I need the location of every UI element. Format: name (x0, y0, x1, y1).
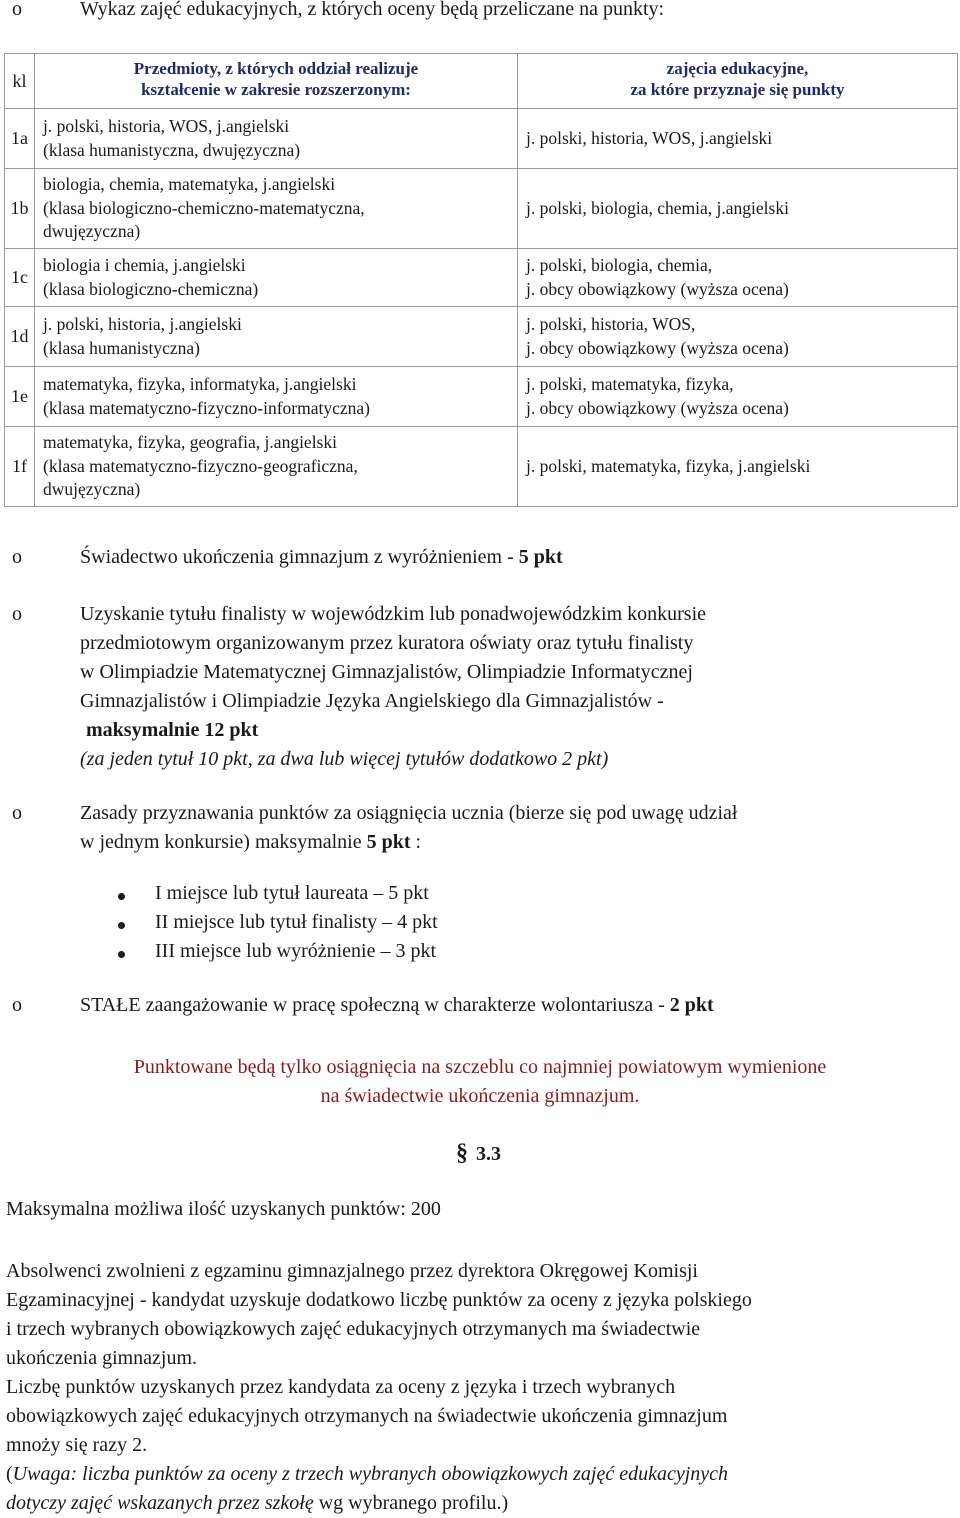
header-extended-line2: kształcenie w zakresie rozszerzonym: (141, 80, 411, 99)
bullet-dot-icon (118, 922, 125, 929)
item-bullet: o (12, 802, 22, 824)
table-row (5, 427, 958, 507)
notice-line: Punktowane będą tylko osiągnięcia na szczeblu co najmniej powiatowym wymienione (133, 1056, 827, 1078)
scored-subjects-cell (518, 427, 958, 507)
notice-line: na świadectwie ukończenia gimnazjum. (320, 1085, 640, 1107)
item-bullet: o (12, 994, 22, 1016)
section-symbol: § (456, 1140, 468, 1166)
table-row (5, 307, 958, 367)
item-certificate (12, 546, 952, 575)
header-scored-line1: zajęcia edukacyjne, (666, 59, 809, 78)
intro-line (12, 0, 952, 28)
scored-subjects-line: j. polski, historia, WOS, j.angielski (526, 127, 773, 148)
final-line: mnoży się razy 2. (6, 1434, 148, 1456)
final-line: ukończenia gimnazjum. (6, 1347, 198, 1369)
achievements-line2-tail: : (410, 831, 422, 853)
extended-subjects-line: dwujęzyczna) (43, 221, 141, 242)
final-line: Egzaminacyjnej - kandydat uzyskuje dodatkowo liczbę punktów za oceny z języka polskiego (6, 1289, 752, 1311)
volunteer-points: 2 pkt (669, 994, 714, 1016)
extended-subjects-cell (35, 307, 518, 367)
note-italic: dotyczy zajęć wskazanych przez szkołę (6, 1492, 314, 1514)
scored-subjects-line: j. polski, matematyka, fizyka, j.angielski (526, 455, 811, 476)
header-scored-line2: za które przyznaje się punkty (630, 80, 845, 99)
extended-subjects-cell (35, 169, 518, 249)
extended-subjects-cell (35, 427, 518, 507)
scored-subjects-line: j. polski, matematyka, fizyka, (526, 374, 734, 394)
finalist-line: Gimnazjalistów i Olimpiadzie Języka Angielskiego dla Gimnazjalistów - (80, 690, 664, 712)
achievements-line2 (80, 828, 738, 857)
header-kl: kl (5, 54, 35, 109)
list-item-text: II miejsce lub tytuł finalisty – 4 pkt (155, 911, 438, 933)
item-volunteer (12, 994, 952, 1023)
finalist-note: (za jeden tytuł 10 pkt, za dwa lub więcej tytułów dodatkowo 2 pkt) (80, 748, 609, 770)
scored-subjects-line: j. obcy obowiązkowy (wyższa ocena) (526, 278, 789, 299)
item-volunteer-line (80, 994, 714, 1017)
class-cell: 1e (5, 367, 35, 427)
final-line: obowiązkowych zajęć edukacyjnych otrzymanych na świadectwie ukończenia gimnazjum (6, 1405, 728, 1427)
extended-subjects-cell (35, 367, 518, 427)
certificate-text: Świadectwo ukończenia gimnazjum z wyróżnieniem - (80, 546, 519, 568)
finalist-line: w Olimpiadzie Matematycznej Gimnazjalistów, Olimpiadzie Informatycznej (80, 661, 693, 683)
scored-subjects-cell (518, 367, 958, 427)
extended-subjects-line: biologia i chemia, j.angielski (43, 255, 246, 275)
list-item (118, 911, 618, 940)
certificate-points: 5 pkt (518, 546, 563, 568)
item-bullet: o (12, 603, 22, 625)
subjects-table (4, 53, 958, 507)
max-points: Maksymalna możliwa ilość uzyskanych punktów: 200 (6, 1198, 441, 1220)
extended-subjects-cell (35, 109, 518, 169)
header-extended-subjects (35, 54, 518, 109)
extended-subjects-line: dwujęzyczna) (43, 479, 141, 500)
extended-subjects-line: j. polski, historia, WOS, j.angielski (43, 116, 290, 136)
note-italic: Uwaga: liczba punktów za oceny z trzech wybranych obowiązkowych zajęć edukacyjnych (12, 1463, 729, 1485)
list-item (118, 882, 618, 911)
finalist-text (80, 600, 706, 774)
scored-subjects-line: j. obcy obowiązkowy (wyższa ocena) (526, 397, 789, 418)
final-note-line2 (6, 1489, 956, 1518)
extended-subjects-line: (klasa humanistyczna, dwujęzyczna) (43, 139, 301, 160)
item-bullet: o (12, 546, 22, 568)
scored-subjects-cell (518, 307, 958, 367)
achievements-text (80, 799, 738, 857)
section-heading (456, 1140, 501, 1167)
item-finalist (12, 600, 952, 775)
scored-subjects-line: j. polski, biologia, chemia, (526, 255, 713, 275)
list-item-text: III miejsce lub wyróżnienie – 3 pkt (155, 940, 437, 962)
header-extended-line1: Przedmioty, z których oddział realizuje (133, 59, 419, 78)
extended-subjects-cell (35, 249, 518, 307)
table-row (5, 109, 958, 169)
scored-subjects-line: j. polski, historia, WOS, (526, 314, 696, 334)
extended-subjects-line: matematyka, fizyka, geografia, j.angielski (43, 432, 337, 453)
scored-subjects-cell (518, 249, 958, 307)
intro-text: Wykaz zajęć edukacyjnych, z których oceny będą przeliczane na punkty: (80, 0, 665, 20)
final-line: i trzech wybranych obowiązkowych zajęć edukacyjnych otrzymanych ma świadectwie (6, 1318, 701, 1340)
class-cell: 1f (5, 427, 35, 507)
scored-subjects-cell (518, 109, 958, 169)
class-cell: 1b (5, 169, 35, 249)
table-header-row (5, 54, 958, 109)
final-paragraphs (6, 1257, 956, 1518)
finalist-max: maksymalnie 12 pkt (86, 719, 259, 741)
header-scored-subjects (518, 54, 958, 109)
extended-subjects-line: (klasa biologiczno-chemiczna) (43, 278, 259, 299)
achievements-line: Zasady przyznawania punktów za osiągnięcia ucznia (bierze się pod uwagę udział (80, 802, 738, 824)
class-cell: 1d (5, 307, 35, 367)
table-row (5, 367, 958, 427)
volunteer-text: STAŁE zaangażowanie w pracę społeczną w charakterze wolontariusza - (80, 994, 670, 1016)
class-cell: 1c (5, 249, 35, 307)
extended-subjects-line: (klasa matematyczno-fizyczno-geograficzna, (43, 455, 358, 476)
extended-subjects-line: j. polski, historia, j.angielski (43, 314, 242, 334)
red-notice (0, 1053, 960, 1111)
extended-subjects-line: (klasa humanistyczna) (43, 337, 200, 358)
note-open: ( (6, 1463, 13, 1485)
table-row (5, 169, 958, 249)
final-note-line1 (6, 1460, 956, 1489)
scored-subjects-line: j. obcy obowiązkowy (wyższa ocena) (526, 337, 789, 358)
list-item-text: I miejsce lub tytuł laureata – 5 pkt (155, 882, 429, 904)
bullet-dot-icon (118, 951, 125, 958)
table-row (5, 249, 958, 307)
item-certificate-line (80, 546, 563, 569)
finalist-line: przedmiotowym organizowanym przez kuratora oświaty oraz tytułu finalisty (80, 632, 694, 654)
class-cell: 1a (5, 109, 35, 169)
section-number: 3.3 (476, 1143, 501, 1165)
item-achievements (12, 799, 952, 859)
final-line: Liczbę punktów uzyskanych przez kandydata za oceny z języka i trzech wybranych (6, 1376, 676, 1398)
final-line: Absolwenci zwolnieni z egzaminu gimnazjalnego przez dyrektora Okręgowej Komisji (6, 1260, 698, 1282)
bullet-dot-icon (118, 893, 125, 900)
finalist-line: Uzyskanie tytułu finalisty w wojewódzkim lub ponadwojewódzkim konkursie (80, 603, 707, 625)
extended-subjects-line: matematyka, fizyka, informatyka, j.angielski (43, 374, 357, 394)
intro-bullet: o (12, 0, 22, 20)
achievements-list (118, 882, 618, 969)
scored-subjects-cell (518, 169, 958, 249)
note-tail: wg wybranego profilu.) (313, 1492, 509, 1514)
achievements-points: 5 pkt (366, 831, 411, 853)
list-item (118, 940, 618, 969)
extended-subjects-line: biologia, chemia, matematyka, j.angielski (43, 174, 336, 195)
scored-subjects-line: j. polski, biologia, chemia, j.angielski (526, 197, 789, 218)
extended-subjects-line: (klasa biologiczno-chemiczno-matematyczna, (43, 197, 365, 218)
extended-subjects-line: (klasa matematyczno-fizyczno-informatyczna) (43, 397, 370, 418)
achievements-line2-text: w jednym konkursie) maksymalnie (80, 831, 367, 853)
